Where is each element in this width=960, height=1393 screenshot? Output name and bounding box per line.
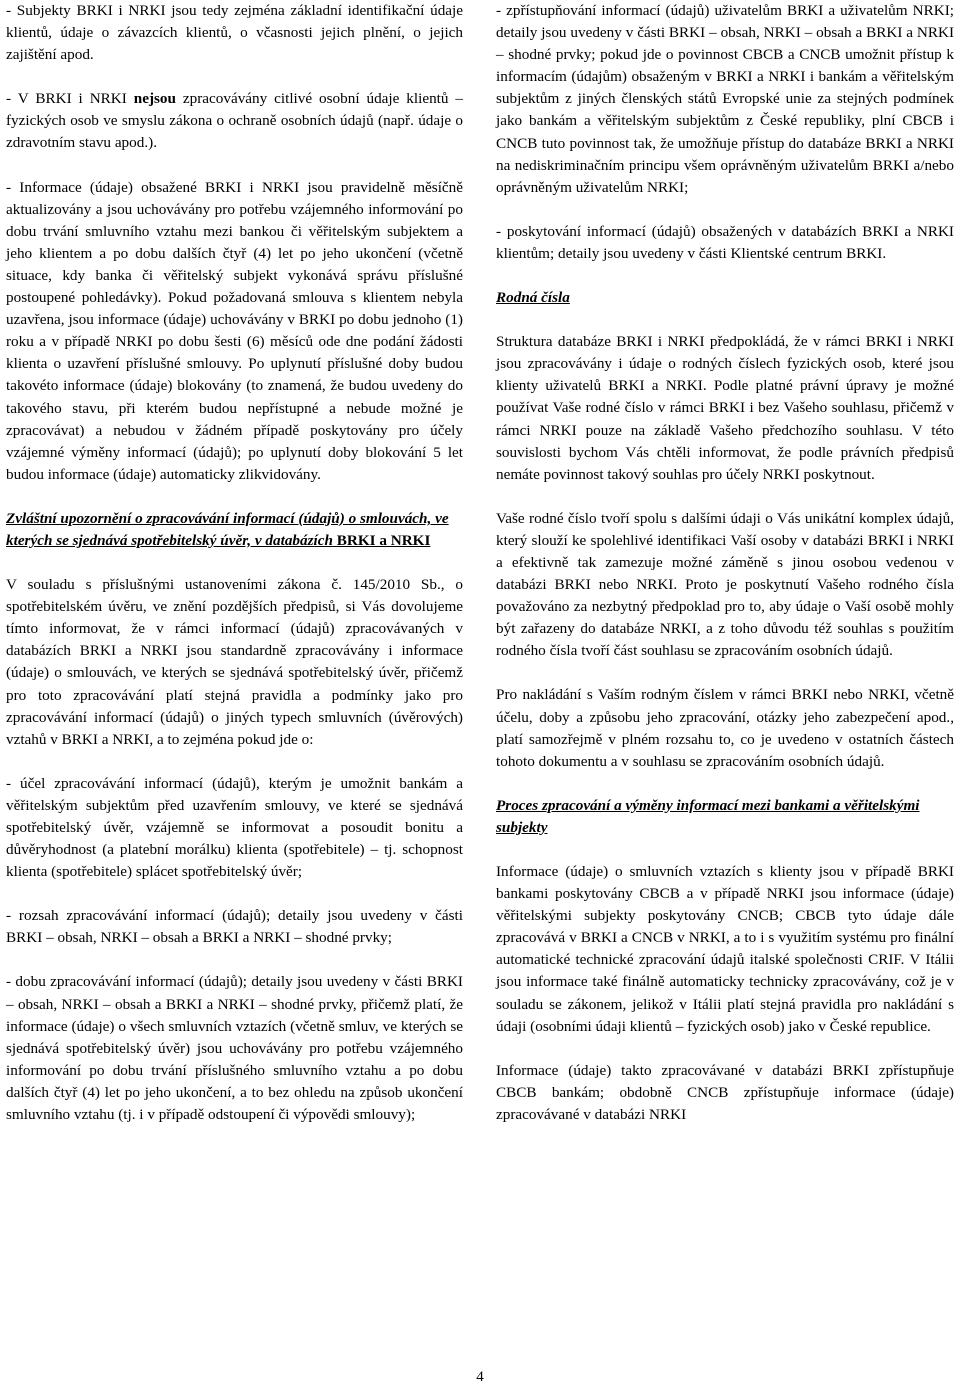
right-paragraph-1: - zpřístupňování informací (údajů) uživatelům BRKI a uživatelům NRKI; detaily jsou uvedeny v části BRKI – obsah, NRKI – obsah a BRKI a NRKI – shodné prvky; pokud jde o povinnost CBCB a CNCB umožnit přístup k informacím (údajům) obsaženým v BRKI a NRKI i bankám a věřitelským subjektům z jiných členských států Evropské unie za stejných podmínek jako bankám a věřitelským subjektům z České republiky, plní CBCB i CNCB tuto povinnost tak, že umožňuje přístup do databáze BRKI a NRKI na nediskriminačním principu všem oprávněným uživatelům BRKI a/nebo oprávněným uživatelům NRKI; [496, 2, 954, 196]
right-paragraph-6: Informace (údaje) o smluvních vztazích s klienty jsou v případě BRKI bankami poskytovány CBCB a v případě NRKI jsou informace (údaje) věřitelskými subjekty poskytovány CNCB; CBCB tyto údaje dále zpracovává v BRKI a CNCB v NRKI, a to i s využitím systému pro finální automatické technické zpracování údajů italské společnosti CRIF. V Itálii jsou informace také finálně automaticky technicky zpracovávány, což je v souladu se zákonem, jelikož v Itálii platí stejná pravidla pro nakládání s údaji (osobními údaji klientů – fyzických osob) jako v České republice. [496, 863, 954, 1035]
left-paragraph-7: - dobu zpracovávání informací (údajů); detaily jsou uvedeny v části BRKI – obsah, NRKI – obsah a BRKI a NRKI – shodné prvky, přičemž platí, že informace (údaje) o všech smluvních vztazích (včetně smluv, ve kterých se sjednává spotřebitelský úvěr) jsou uchovávány pro potřebu vzájemného informování po dobu trvání příslušného smluvního vztahu a po dobu dalších čtyř (4) let po jeho ukončení, a to bez ohledu na způsob ukončení smluvního vztahu (tj. i v případě odstoupení či výpovědi smlouvy); [6, 973, 463, 1124]
left-paragraph-2-start: - V BRKI i NRKI [6, 90, 134, 108]
right-column [496, 0, 954, 1126]
left-paragraph-3: - Informace (údaje) obsažené BRKI i NRKI jsou pravidelně měsíčně aktualizovány a jsou uchovávány pro potřebu vzájemného informování po dobu trvání smluvního vztahu mezi bankou či věřitelským subjektem a jeho klientem a po dobu dalších čtyř (4) let po jeho ukončení (včetně situace, kdy banka či věřitelský subjekt vykonává správu příslušné postoupené pohledávky). Pokud požadovaná smlouva s klientem nebyla uzavřena, jsou informace (údaje) uchovávány v BRKI po dobu jednoho (1) roku a v případě NRKI po dobu šesti (6) měsíců ode dne podání žádosti klienta o uzavření příslušné smlouvy. Po uplynutí příslušné doby budou takovéto informace (údaje) blokovány (to znamená, že budou uvedeny do takového stavu, při kterém budou nepřístupné a nebude možné je zpracovávat) a nebudou v žádném případě poskytovány pro účely vzájemné výměny informací (údajů); po uplynutí doby blokování 5 let budou informace (údaje) automaticky zlikvidovány. [6, 178, 463, 483]
section-heading-processing: Proces zpracování a výměny informací mezi bankami a věřitelskými subjekty [496, 796, 920, 836]
section-heading-italic: Zvláštní upozornění o zpracovávání informací (údajů) o smlouvách, ve kterých se sjednává spotřebitelský úvěr, v databázích [6, 509, 449, 549]
left-paragraph-2 [6, 88, 463, 154]
section-heading-consumer-credit [6, 508, 463, 552]
left-paragraph-2-bold: nejsou [133, 90, 176, 108]
right-paragraph-5: Pro nakládání s Vaším rodným číslem v rámci BRKI nebo NRKI, včetně účelu, doby a způsobu jeho zpracování, otázky jeho zabezpečení apod., platí samozřejmě v plném rozsahu to, co je uvedeno v ostatních částech tohoto dokumentu a v souhlasu se zpracováním osobních údajů. [496, 686, 954, 770]
left-paragraph-1: - Subjekty BRKI i NRKI jsou tedy zejména základní identifikační údaje klientů, údaje o závazcích klientů, o včasnosti jejich plnění, o jejich zajištění apod. [6, 2, 463, 64]
left-paragraph-6: - rozsah zpracovávání informací (údajů); detaily jsou uvedeny v části BRKI – obsah, NRKI – obsah a BRKI a NRKI – shodné prvky; [6, 907, 463, 947]
right-paragraph-7: Informace (údaje) takto zpracovávané v databázi BRKI zpřístupňuje CBCB bankám; obdobně CNCB zpřístupňuje informace (údaje) zpracovávané v databázi NRKI [496, 1061, 954, 1123]
section-heading-birth-numbers: Rodná čísla [496, 289, 570, 307]
left-paragraph-4: V souladu s příslušnými ustanoveními zákona č. 145/2010 Sb., o spotřebitelském úvěru, ve znění pozdějších předpisů, si Vás dovolujeme tímto informovat, že v rámci informací (údajů) zpracovávaných v databázích BRKI a NRKI jsou standardně zpracovávány i informace (údaje) o smlouvách, ve kterých se sjednává spotřebitelský úvěr, přičemž pro toto zpracovávání platí stejná pravidla a podmínky jako pro zpracovávání informací (údajů) o jiných typech smluvních (úvěrových) vztahů v BRKI a NRKI, a to zejména pokud jde o: [6, 576, 463, 748]
right-paragraph-3: Struktura databáze BRKI i NRKI předpokládá, že v rámci BRKI i NRKI jsou zpracovávány i údaje o rodných číslech fyzických osob, které jsou klienty uživatelů BRKI a NRKI. Podle platné právní úpravy je možné používat Vaše rodné číslo v rámci BRKI i bez Vašeho souhlasu, přičemž v rámci NRKI pouze na základě Vašeho předchozího souhlasu. V této souvislosti bychom Vás chtěli informovat, že podle právních předpisů nemáte povinnost takový souhlas pro účely NRKI poskytnout. [496, 333, 954, 483]
right-paragraph-4: Vaše rodné číslo tvoří spolu s dalšími údaji o Vás unikátní komplex údajů, který slouží ke spolehlivé identifikaci Vaší osoby v databázi BRKI i NRKI a efektivně tak zamezuje možné záměně s jinou osobou vedenou v databázi BRKI nebo NRKI. Proto je poskytnutí Vašeho rodného čísla považováno za nezbytný předpoklad pro to, aby údaje o Vaší osobě mohly být zařazeny do databáze NRKI, a z toho důvodu též souhlas s použitím rodného čísla tvoří část souhlasu se zpracováním osobních údajů. [496, 509, 954, 660]
section-heading-upright: BRKI a NRKI [332, 531, 431, 549]
right-paragraph-2: - poskytování informací (údajů) obsažených v databázích BRKI a NRKI klientům; detaily jsou uvedeny v části Klientské centrum BRKI. [496, 222, 954, 262]
left-column [6, 0, 463, 1126]
page-number: 4 [476, 1369, 484, 1385]
left-paragraph-2-end: zpracovávány citlivé osobní údaje klientů – fyzických osob ve smyslu zákona o ochraně osobních údajů (např. údaje o zdravotním stavu apod.). [6, 90, 463, 152]
left-paragraph-5: - účel zpracovávání informací (údajů), kterým je umožnit bankám a věřitelským subjektům před uzavřením smlouvy, ve které se sjednává spotřebitelský úvěr, vzájemně se informovat a posoudit bonitu a důvěryhodnost (a platební morálku) klienta (spotřebitele) – tj. schopnost klienta (spotřebitele) splácet spotřebitelský úvěr; [6, 774, 463, 881]
